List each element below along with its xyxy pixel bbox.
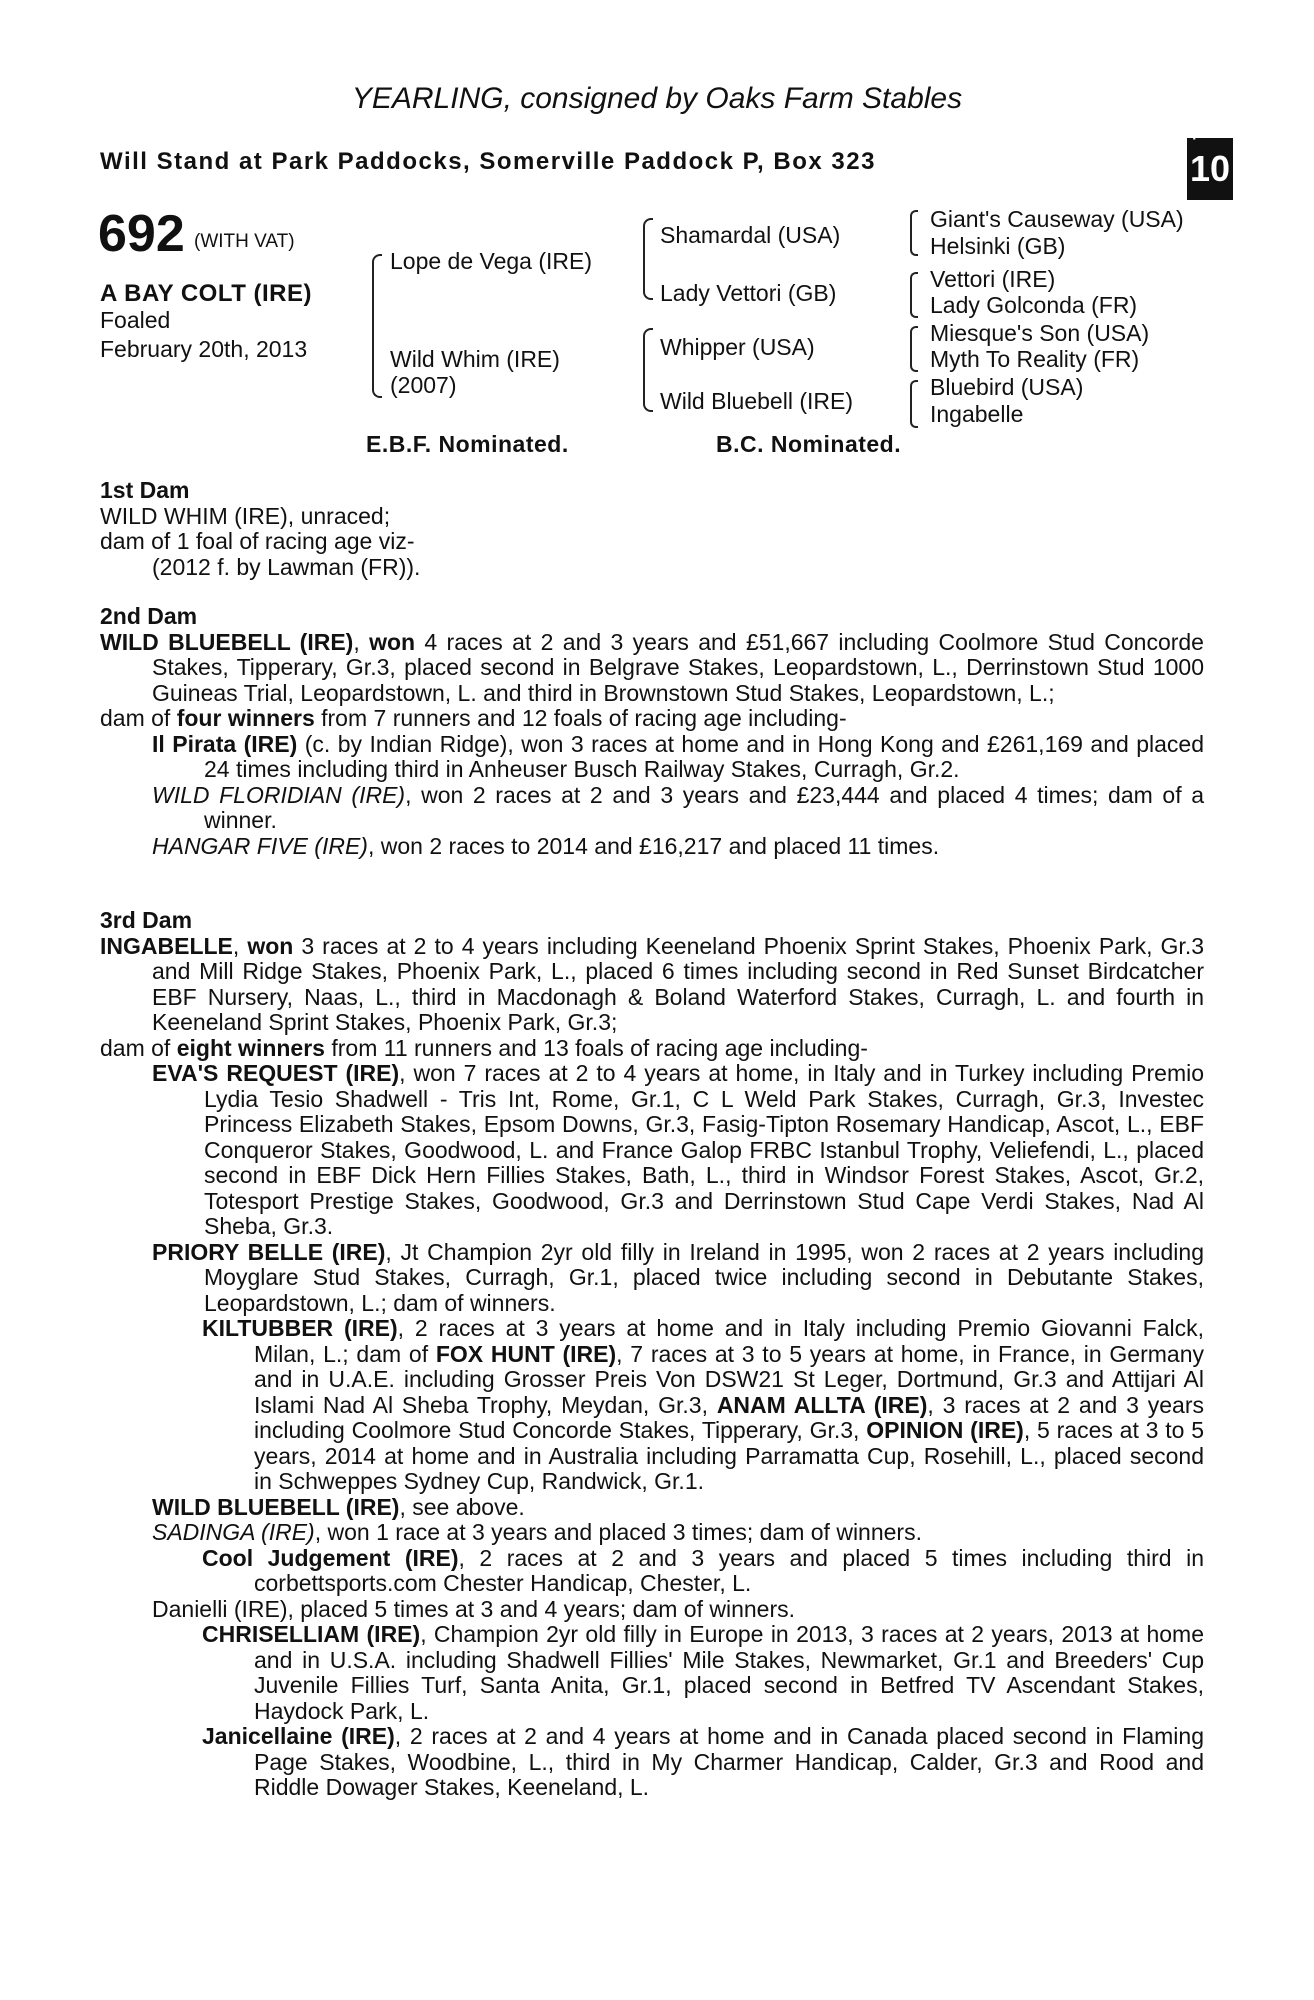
sire: Lope de Vega (IRE) (390, 248, 593, 274)
horse-text: , 5 races at 3 to 5 years, 2014 at home and in Australia including Parramatta Cup, Rosehill, L., placed second in Schweppes Sydney Cup, Randwick, Gr.1. (254, 1417, 1205, 1494)
horse-text: , won 1 race at 3 years and placed 3 times; dam of winners. (314, 1519, 922, 1545)
first-dam-line1: WILD WHIM (IRE), unraced; (100, 502, 391, 529)
dam-year: (2007) (390, 372, 457, 398)
first-dam-heading: 1st Dam (100, 477, 190, 503)
horse-name: HANGAR FIVE (IRE) (152, 832, 368, 859)
lot-number: 692 (98, 205, 185, 263)
brace-sire-parents (643, 218, 653, 300)
sadinga-entry (100, 1520, 1204, 1546)
sire-dam: Lady Vettori (GB) (660, 280, 837, 306)
hangar-five-entry (100, 834, 1204, 860)
horse-text: , won 2 races to 2014 and £16,217 and placed 11 times. (367, 832, 940, 859)
dam-dam: Wild Bluebell (IRE) (660, 388, 853, 414)
dam: Wild Whim (IRE) (390, 346, 560, 372)
foaled-label: Foaled (100, 307, 171, 333)
second-dam-text: 4 races at 2 and 3 years and £51,667 including Coolmore Stud Concorde Stakes, Tipperary, Gr.3, placed second in Belgrave Stakes, Leopardstown, L., Derrinstown Stud 1000 Guineas Trial, Leopardstown, L. and third in Brownstown Stud Stakes, Leopardstown, L.; (152, 628, 1204, 706)
horse-name: Janicellaine (IRE) (202, 1723, 395, 1749)
brace-gp4 (910, 380, 918, 428)
second-dam-won: won (369, 628, 416, 655)
chriselliam-entry (100, 1622, 1204, 1724)
evas-request-entry (100, 1061, 1204, 1240)
cool-judgement-entry (100, 1546, 1204, 1597)
ssd: Helsinki (GB) (930, 233, 1066, 259)
wild-floridian-entry (100, 783, 1204, 834)
horse-name: WILD FLORIDIAN (IRE) (152, 781, 406, 808)
produce-post: from 7 runners and 12 foals of racing age including- (314, 705, 847, 731)
third-dam-section (100, 908, 1204, 1801)
produce-bold: four winners (176, 705, 315, 731)
brace-dam-parents (643, 328, 653, 412)
horse-text: , 2 races at 2 and 3 years and placed 5 times including third in corbettsports.com Chester Handicap, Chester, L. (254, 1544, 1204, 1596)
dam-sire: Whipper (USA) (660, 334, 815, 360)
second-dam-record: WILD BLUEBELL (IRE), won 4 races at 2 and 3 years and £51,667 including Coolmore Stud Concorde Stakes, Tipperary, Gr.3, placed second in Belgrave Stakes, Leopardstown, L., Derrinstown Stud 1000 Guineas Trial, Leopardstown, L. and third in Brownstown Stud Stakes, Leopardstown, L.; (100, 628, 1204, 706)
produce-post: from 11 runners and 13 foals of racing age including- (324, 1034, 868, 1061)
third-dam-name: INGABELLE (100, 932, 233, 959)
il-pirata-entry (100, 732, 1204, 783)
horse-name: FOX HUNT (IRE) (435, 1340, 617, 1367)
second-dam-heading: 2nd Dam (100, 603, 198, 629)
sds: Vettori (IRE) (930, 266, 1056, 292)
kiltubber-entry (100, 1316, 1204, 1495)
stand-location: Will Stand at Park Paddocks, Somerville Paddock P, Box 323 (100, 148, 876, 175)
catalogue-header: YEARLING, consigned by Oaks Farm Stables (351, 82, 963, 115)
horse-name: OPINION (IRE) (866, 1417, 1024, 1443)
first-dam-line3: (2012 f. by Lawman (FR)). (152, 553, 421, 580)
foaled-date: February 20th, 2013 (100, 336, 308, 362)
sdd: Lady Golconda (FR) (930, 292, 1138, 318)
dsd: Myth To Reality (FR) (930, 346, 1140, 372)
third-dam-text: 3 races at 2 to 4 years including Keeneland Phoenix Sprint Stakes, Phoenix Park, Gr.3 and Mill Ridge Stakes, Phoenix Park, L., placed 6 times including second in Red Sunset Birdcatcher EBF Nursery, Naas, L., third in Macdonagh & Boland Waterford Stakes, Curragh, L. and fourth in Keeneland Sprint Stakes, Phoenix Park, Gr.3; (152, 932, 1204, 1035)
horse-name: PRIORY BELLE (IRE) (152, 1238, 386, 1265)
dds: Bluebird (USA) (930, 374, 1084, 400)
lot-title: A BAY COLT (IRE) (100, 280, 313, 307)
horse-text: , 7 races at 3 to 5 years at home, in France, in Germany and in U.A.E. including Grosser Preis Von DSW21 St Leger, Dortmund, Gr.3 and Attijari Al Islami Nad Al Sheba Trophy, Meydan, Gr.3, (254, 1340, 1204, 1418)
horse-text: (c. by Indian Ridge), won 3 races at home and in Hong Kong and £261,169 and placed 24 times including third in Anheuser Busch Railway Stakes, Curragh, Gr.2. (204, 730, 1204, 782)
horse-name: Il Pirata (IRE) (152, 730, 298, 757)
brace-gp3 (910, 326, 918, 372)
janicellaine-entry (100, 1724, 1204, 1801)
ebf-nominated: E.B.F. Nominated. (366, 431, 569, 457)
sss: Giant's Causeway (USA) (930, 206, 1184, 232)
second-dam-name: WILD BLUEBELL (IRE) (100, 628, 354, 655)
dss: Miesque's Son (USA) (930, 320, 1150, 346)
foaled-info (100, 306, 307, 364)
horse-text: , won 7 races at 2 to 4 years at home, in Italy and in Turkey including Premio Lydia Tesio Shadwell - Tris Int, Rome, Gr.1, C L Weld Park Stakes, Curragh, Gr.3, Investec Princess Elizabeth Stakes, Epsom Downs, Gr.3, Fasig-Tipton Rosemary Handicap, Ascot, L., EBF Conqueror Stakes, Goodwood, L. and France Galop FRBC Istanbul Trophy, Veliefendi, L., placed second in EBF Dick Hern Fillies Stakes, Bath, L., third in Windsor Forest Stakes, Ascot, Gr.2, Totesport Prestige Stakes, Goodwood, Gr.3 and Derrinstown Stud Cape Verdi Stakes, Nad Al Sheba, Gr.3. (204, 1060, 1204, 1239)
produce-bold: eight winners (176, 1034, 325, 1061)
bc-nominated: B.C. Nominated. (716, 431, 902, 457)
horse-name: EVA'S REQUEST (IRE) (152, 1060, 400, 1086)
sire-sire: Shamardal (USA) (660, 222, 841, 248)
horse-name: ANAM ALLTA (IRE) (716, 1391, 928, 1418)
third-dam-heading: 3rd Dam (100, 907, 193, 933)
third-dam-record: INGABELLE, won 3 races at 2 to 4 years including Keeneland Phoenix Sprint Stakes, Phoenix Park, Gr.3 and Mill Ridge Stakes, Phoenix Park, L., placed 6 times including second in Red Sunset Birdcatcher EBF Nursery, Naas, L., third in Macdonagh & Boland Waterford Stakes, Curragh, L. and fourth in Keeneland Sprint Stakes, Phoenix Park, Gr.3; (100, 932, 1204, 1035)
ddd: Ingabelle (930, 401, 1024, 427)
horse-text: , 2 races at 2 and 4 years at home and in Canada placed second in Flaming Page Stakes, Woodbine, L., third in My Charmer Handicap, Calder, Gr.3 and Rood and Riddle Dowager Stakes, Keeneland, L. (254, 1723, 1204, 1800)
horse-text: , Champion 2yr old filly in Europe in 2013, 3 races at 2 years, 2013 at home and in U.S.A. including Shadwell Fillies' Mile Stakes, Newmarket, Gr.1 and Breeders' Cup Juvenile Fillies Turf, Santa Anita, Gr.1, placed second in Betfred TV Ascendant Stakes, Haydock Park, L. (254, 1621, 1204, 1724)
third-dam-produce (100, 1036, 1204, 1062)
second-dam-section (100, 604, 1204, 859)
horse-name: WILD BLUEBELL (IRE) (152, 1493, 400, 1520)
priory-belle-entry (100, 1240, 1204, 1317)
first-dam-line2: dam of 1 foal of racing age viz- (100, 528, 415, 554)
produce-pre: dam of (100, 705, 177, 731)
badge-number: 10 (1189, 148, 1231, 189)
produce-pre: dam of (100, 1034, 177, 1061)
badge-plus: + (1189, 125, 1200, 145)
vat-label: (WITH VAT) (194, 231, 295, 252)
second-dam-produce (100, 706, 1204, 732)
horse-text: , 2 races at 3 years at home and in Italy including Premio Giovanni Falck, Milan, L.; dam of (254, 1315, 1204, 1367)
brace-gp1 (910, 210, 918, 256)
horse-text: , 3 races at 2 and 3 years including Coolmore Stud Concorde Stakes, Tipperary, Gr.3, (254, 1391, 1204, 1443)
horse-text: , Jt Champion 2yr old filly in Ireland in 1995, won 2 races at 2 years including Moyglare Stud Stakes, Curragh, Gr.1, placed twice including second in Debutante Stakes, Leopardstown, L.; dam of winners. (204, 1238, 1204, 1316)
brace-sire-dam (372, 254, 382, 398)
horse-text: , see above. (399, 1493, 525, 1520)
wild-bluebell-entry (100, 1495, 1204, 1521)
lot-badge (1187, 125, 1233, 200)
horse-name: Cool Judgement (IRE) (202, 1544, 459, 1571)
first-dam-section (100, 478, 1204, 580)
horse-text: , won 2 races at 2 and 3 years and £23,444 and placed 4 times; dam of a winner. (204, 781, 1204, 833)
horse-name: SADINGA (IRE) (152, 1519, 315, 1545)
horse-name: KILTUBBER (IRE) (202, 1315, 398, 1341)
brace-gp2 (910, 272, 918, 318)
danielli-entry: Danielli (IRE), placed 5 times at 3 and 4 years; dam of winners. (152, 1595, 796, 1622)
third-dam-won: won (247, 932, 294, 959)
horse-name: CHRISELLIAM (IRE) (202, 1621, 421, 1647)
